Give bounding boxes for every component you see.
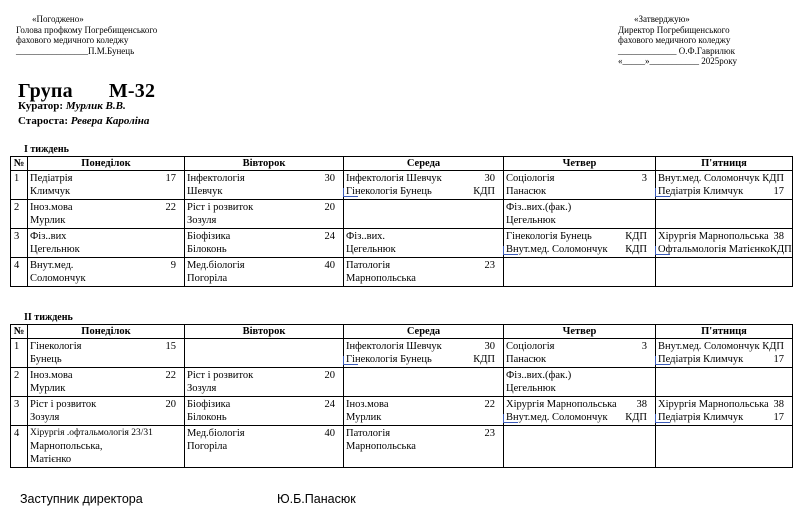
column-header: Середа <box>344 325 504 339</box>
room-number: 17 <box>773 354 784 365</box>
pen-bracket-mark <box>503 246 518 255</box>
subject-teacher: Хірургія Марнопольська <box>658 399 769 410</box>
room-number: КДП <box>762 173 784 184</box>
lesson-cell-wednesday <box>344 200 504 229</box>
column-header: Вівторок <box>185 157 344 171</box>
column-header: Четвер <box>504 325 656 339</box>
lesson-cell-wednesday <box>344 258 504 287</box>
approval-block-left <box>16 14 157 56</box>
room-number: 23 <box>484 428 495 439</box>
room-number: 17 <box>165 173 176 184</box>
subject-name: Фіз..вих.(фак.) <box>506 202 572 213</box>
room-number: 3 <box>641 341 647 352</box>
curator-name: Мурлик В.В. <box>65 100 126 112</box>
lesson-cell-tuesday <box>185 200 344 229</box>
starosta-label: Староста: <box>18 115 69 127</box>
teacher-name: Погоріла <box>187 273 228 284</box>
lesson-line <box>187 243 341 256</box>
lesson-line <box>506 382 653 395</box>
group-label: Група <box>18 80 73 102</box>
column-header: Четвер <box>504 157 656 171</box>
room-number: КДП <box>473 186 495 197</box>
subject-name: Педіатрія <box>30 173 73 184</box>
footer-position: Заступник директора <box>20 492 143 506</box>
period-number: 4 <box>11 258 28 287</box>
lesson-line <box>187 382 341 395</box>
approval-right-line2: Директор Погребищенського <box>618 24 730 35</box>
lesson-line <box>187 272 341 285</box>
table-row <box>11 426 793 468</box>
lesson-cell-thursday <box>504 368 656 397</box>
lesson-line <box>506 340 653 353</box>
lesson-line <box>658 340 790 353</box>
lesson-cell-thursday <box>504 258 656 287</box>
subject-name: Внут.мед. <box>30 260 74 271</box>
pen-bracket-mark <box>343 356 358 365</box>
week2-header-row <box>11 325 793 339</box>
subject-teacher: Гінекологія Бунець <box>346 354 432 365</box>
subject-teacher: Внут.мед. Соломончук <box>658 173 760 184</box>
subject-name: Іноз.мова <box>30 370 73 381</box>
approval-left-line2: Голова профкому Погребищенського <box>16 24 158 35</box>
starosta-name: Ревера Кароліна <box>70 115 150 127</box>
subject-teacher: Педіатрія Климчук <box>658 354 744 365</box>
room-number <box>495 230 501 243</box>
week1-schedule-table <box>10 156 793 287</box>
subject-teacher: Педіатрія Климчук <box>658 186 744 197</box>
period-number: 1 <box>11 171 28 200</box>
lesson-cell-wednesday <box>344 229 504 258</box>
subject-name: Іноз.мова <box>30 202 73 213</box>
subject-name: Ріст і розвиток <box>187 202 254 213</box>
teacher-name: Зозуля <box>187 383 217 394</box>
room-number: КДП <box>769 244 792 255</box>
room-number: 40 <box>324 260 335 271</box>
subject-name: Біофізика <box>187 399 231 410</box>
subject-teacher: Внут.мед. Соломончук <box>506 244 608 255</box>
lesson-cell-friday <box>656 229 793 258</box>
table-row <box>11 258 793 287</box>
table-row <box>11 339 793 368</box>
subject-teacher: Внут.мед. Соломончук <box>658 341 760 352</box>
teacher-name: Марнопольська <box>346 273 416 284</box>
lesson-cell-monday <box>28 171 185 200</box>
lesson-cell-monday <box>28 397 185 426</box>
lesson-line <box>30 243 182 256</box>
lesson-line <box>187 230 341 243</box>
footer-signatory: Ю.Б.Панасюк <box>277 492 356 506</box>
subject-name: Фіз..вих. <box>346 231 386 242</box>
table-row <box>11 397 793 426</box>
subject-name: Фіз..вих.(фак.) <box>506 370 572 381</box>
column-header: Вівторок <box>185 325 344 339</box>
teacher-name: Мурлик <box>30 383 66 394</box>
teacher-name: Марнопольська <box>346 441 416 452</box>
teacher-name: Цегельнюк <box>30 244 80 255</box>
lesson-cell-wednesday <box>344 426 504 468</box>
room-number: 24 <box>324 399 335 410</box>
week2-schedule-table <box>10 324 793 468</box>
lesson-line <box>506 411 653 424</box>
lesson-line <box>346 272 501 285</box>
teacher-name: Цегельнюк <box>506 215 556 226</box>
starosta-line <box>18 115 149 127</box>
lesson-line <box>30 369 182 382</box>
lesson-cell-tuesday <box>185 258 344 287</box>
lesson-cell-thursday <box>504 229 656 258</box>
subject-name: Інфектологія <box>187 173 245 184</box>
subject-name: Біофізика <box>187 231 231 242</box>
lesson-line <box>187 411 341 424</box>
lesson-cell-monday <box>28 258 185 287</box>
lesson-line <box>30 427 182 440</box>
lesson-line <box>346 243 501 256</box>
lesson-line <box>346 398 501 411</box>
lesson-cell-tuesday <box>185 368 344 397</box>
column-header: П'ятниця <box>656 157 793 171</box>
subject-name: Соціологія <box>506 173 555 184</box>
approval-left-line1: «Погоджено» <box>32 14 84 24</box>
teacher-name: Зозуля <box>187 215 217 226</box>
period-number: 3 <box>11 397 28 426</box>
table-row <box>11 200 793 229</box>
subject-name: Хірургія .офтальмологія 23/31 <box>30 428 153 438</box>
room-number: КДП <box>762 341 784 352</box>
subject-teacher: Офтальмологія Матієнко <box>658 244 770 255</box>
teacher-name: Цегельнюк <box>506 383 556 394</box>
subject-name: Ріст і розвиток <box>187 370 254 381</box>
teacher-name: Білоконь <box>187 244 227 255</box>
lesson-line <box>658 411 790 424</box>
subject-teacher: Хірургія Марнопольська <box>658 231 769 242</box>
room-number: 30 <box>484 341 495 352</box>
subject-teacher: Хірургія Марнопольська <box>506 399 617 410</box>
column-header: № <box>11 157 28 171</box>
lesson-cell-thursday <box>504 397 656 426</box>
column-header: № <box>11 325 28 339</box>
lesson-line <box>506 201 653 214</box>
lesson-cell-wednesday <box>344 368 504 397</box>
week2-title: ІІ тиждень <box>24 312 73 323</box>
teacher-name: Панасюк <box>506 186 547 197</box>
lesson-line <box>506 185 653 198</box>
period-number: 2 <box>11 368 28 397</box>
lesson-line <box>187 440 341 453</box>
room-number <box>647 201 653 214</box>
room-number: 40 <box>324 428 335 439</box>
approval-left-line4: ________________П.М.Бунець <box>16 45 135 56</box>
lesson-line <box>658 185 790 198</box>
subject-teacher: Гінекологія Бунець <box>506 231 592 242</box>
lesson-line <box>658 353 790 366</box>
teacher-name: Панасюк <box>506 354 547 365</box>
lesson-line <box>30 272 182 285</box>
teacher-name: Матієнко <box>30 454 72 465</box>
lesson-cell-monday <box>28 426 185 468</box>
room-number: 22 <box>165 370 176 381</box>
lesson-line <box>187 369 341 382</box>
lesson-line <box>30 185 182 198</box>
lesson-line <box>30 411 182 424</box>
lesson-line <box>30 353 182 366</box>
subject-teacher: Інфектологія Шевчук <box>346 173 442 184</box>
subject-name: Патологія <box>346 260 391 271</box>
teacher-name: Погоріла <box>187 441 228 452</box>
lesson-line <box>187 214 341 227</box>
lesson-line <box>30 382 182 395</box>
lesson-line <box>30 398 182 411</box>
lesson-line <box>506 243 653 256</box>
column-header: Понеділок <box>28 325 185 339</box>
lesson-line <box>658 230 790 243</box>
lesson-line <box>506 214 653 227</box>
room-number: 22 <box>165 202 176 213</box>
teacher-name: Бунець <box>30 354 62 365</box>
lesson-cell-friday <box>656 200 793 229</box>
lesson-cell-friday <box>656 339 793 368</box>
lesson-line <box>30 230 182 243</box>
lesson-cell-monday <box>28 339 185 368</box>
pen-bracket-mark <box>343 188 358 197</box>
room-number: 17 <box>773 186 784 197</box>
room-number: 9 <box>170 260 176 271</box>
room-number: 38 <box>773 231 784 242</box>
lesson-line <box>30 201 182 214</box>
room-number: 23 <box>484 260 495 271</box>
lesson-line <box>658 243 790 256</box>
pen-bracket-mark <box>503 414 518 423</box>
lesson-cell-wednesday <box>344 397 504 426</box>
lesson-cell-thursday <box>504 200 656 229</box>
room-number <box>176 230 182 243</box>
subject-name: Мед.біологія <box>187 428 245 439</box>
subject-teacher: Інфектологія Шевчук <box>346 341 442 352</box>
room-number: КДП <box>625 412 647 423</box>
subject-name: Мед.біологія <box>187 260 245 271</box>
lesson-line <box>346 427 501 440</box>
approval-right-line3: фахового медичного коледжу <box>618 35 731 45</box>
lesson-line <box>506 172 653 185</box>
lesson-cell-monday <box>28 200 185 229</box>
table-row <box>11 171 793 200</box>
lesson-line <box>658 172 790 185</box>
lesson-line <box>30 172 182 185</box>
pen-bracket-mark <box>655 188 670 197</box>
group-code: М-32 <box>108 80 156 102</box>
period-number: 2 <box>11 200 28 229</box>
teacher-name: Білоконь <box>187 412 227 423</box>
column-header: Середа <box>344 157 504 171</box>
room-number: КДП <box>473 354 495 365</box>
lesson-line <box>346 230 501 243</box>
curator-line <box>18 100 126 112</box>
teacher-name: Шевчук <box>187 186 223 197</box>
lesson-cell-tuesday <box>185 229 344 258</box>
lesson-line <box>346 185 501 198</box>
period-number: 3 <box>11 229 28 258</box>
column-header: Понеділок <box>28 157 185 171</box>
room-number: 38 <box>773 399 784 410</box>
subject-name: Ріст і розвиток <box>30 399 97 410</box>
lesson-line <box>346 340 501 353</box>
lesson-cell-thursday <box>504 339 656 368</box>
lesson-line <box>187 427 341 440</box>
lesson-line <box>187 201 341 214</box>
subject-name: Фіз..вих <box>30 231 67 242</box>
subject-name: Іноз.мова <box>346 399 389 410</box>
teacher-name: Зозуля <box>30 412 60 423</box>
column-header: П'ятниця <box>656 325 793 339</box>
room-number: КДП <box>625 231 647 242</box>
room-number: 22 <box>484 399 495 410</box>
subject-name: Патологія <box>346 428 391 439</box>
room-number: 38 <box>636 399 647 410</box>
approval-right-line1: «Затверджую» <box>634 14 690 24</box>
lesson-line <box>658 398 790 411</box>
lesson-line <box>187 185 341 198</box>
curator-label: Куратор: <box>18 100 64 112</box>
lesson-cell-monday <box>28 229 185 258</box>
lesson-line <box>346 353 501 366</box>
week1-title: І тиждень <box>24 144 69 155</box>
lesson-cell-thursday <box>504 426 656 468</box>
teacher-name: Климчук <box>30 186 71 197</box>
lesson-line <box>346 172 501 185</box>
table-row <box>11 229 793 258</box>
lesson-cell-wednesday <box>344 171 504 200</box>
room-number: 20 <box>324 370 335 381</box>
room-number: 15 <box>165 341 176 352</box>
approval-right-line5: «_____»___________ 2025року <box>618 56 737 66</box>
lesson-line <box>506 353 653 366</box>
lesson-cell-friday <box>656 368 793 397</box>
room-number: КДП <box>625 244 647 255</box>
room-number: 20 <box>165 399 176 410</box>
pen-bracket-mark <box>655 414 670 423</box>
lesson-line <box>346 259 501 272</box>
room-number: 17 <box>773 412 784 423</box>
lesson-line <box>346 440 501 453</box>
lesson-cell-friday <box>656 397 793 426</box>
lesson-cell-tuesday <box>185 339 344 368</box>
lesson-cell-tuesday <box>185 426 344 468</box>
lesson-line <box>30 340 182 353</box>
lesson-cell-thursday <box>504 171 656 200</box>
subject-name: Гінекологія <box>30 341 82 352</box>
lesson-line <box>506 369 653 382</box>
teacher-name: Марнопольська, <box>30 441 103 452</box>
lesson-cell-friday <box>656 258 793 287</box>
teacher-name: Мурлик <box>30 215 66 226</box>
lesson-line <box>506 398 653 411</box>
subject-teacher: Педіатрія Климчук <box>658 412 744 423</box>
lesson-line <box>187 259 341 272</box>
table-row <box>11 368 793 397</box>
teacher-name: Цегельнюк <box>346 244 396 255</box>
room-number: 30 <box>484 173 495 184</box>
lesson-cell-friday <box>656 426 793 468</box>
pen-bracket-mark <box>655 356 670 365</box>
lesson-line <box>506 230 653 243</box>
teacher-name: Мурлик <box>346 412 382 423</box>
room-number: 24 <box>324 231 335 242</box>
lesson-cell-monday <box>28 368 185 397</box>
lesson-cell-wednesday <box>344 339 504 368</box>
period-number: 1 <box>11 339 28 368</box>
room-number: 30 <box>324 173 335 184</box>
lesson-line <box>30 259 182 272</box>
pen-bracket-mark <box>655 246 670 255</box>
lesson-line <box>187 172 341 185</box>
lesson-line <box>187 398 341 411</box>
lesson-cell-tuesday <box>185 171 344 200</box>
approval-right-line4: _____________ О.Ф.Гаврилюк <box>618 45 735 56</box>
room-number: 3 <box>641 173 647 184</box>
approval-left-line3: фахового медичного коледжу <box>16 35 129 45</box>
lesson-line <box>346 411 501 424</box>
lesson-cell-tuesday <box>185 397 344 426</box>
teacher-name: Соломончук <box>30 273 86 284</box>
room-number: 20 <box>324 202 335 213</box>
lesson-line <box>30 214 182 227</box>
period-number: 4 <box>11 426 28 468</box>
subject-teacher: Гінекологія Бунець <box>346 186 432 197</box>
approval-block-right <box>618 14 737 67</box>
week1-header-row <box>11 157 793 171</box>
lesson-cell-friday <box>656 171 793 200</box>
subject-name: Соціологія <box>506 341 555 352</box>
room-number <box>647 369 653 382</box>
subject-teacher: Внут.мед. Соломончук <box>506 412 608 423</box>
